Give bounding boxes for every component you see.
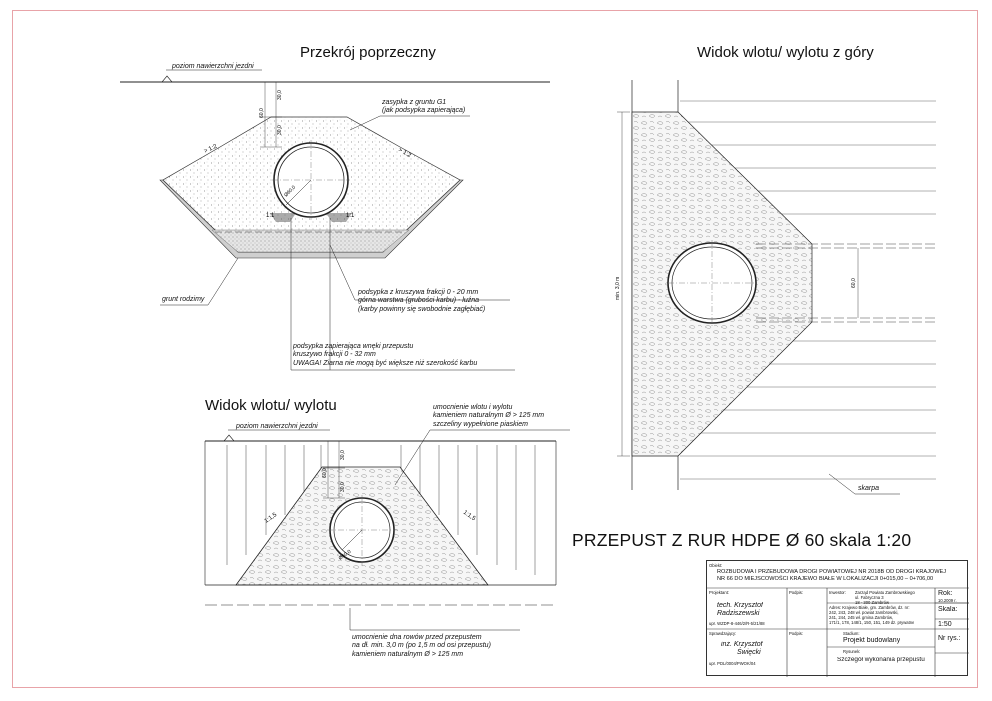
- investor-text-line: 18 - 300 Zambrów: [855, 600, 889, 605]
- backfill-note-line: (jak podsypka zapierająca): [382, 107, 466, 115]
- checker-name: [721, 641, 763, 657]
- title-block: [706, 560, 968, 676]
- slope-note: skarpa: [858, 485, 880, 492]
- checker-label: Sprawdzający:: [709, 631, 737, 636]
- scale-value: 1:50: [938, 621, 952, 628]
- drawing-label: Rysunek:: [843, 649, 861, 654]
- designer-name: [717, 602, 763, 618]
- front-slope-left-label: 1:1,5: [263, 512, 279, 525]
- checker-name-line: inż. Krzysztof: [721, 641, 763, 648]
- investor-text: [855, 590, 915, 605]
- bedding-note-line: górna warstwa (grubości karbu) - luźna: [358, 297, 479, 305]
- stage-label: Stadium:: [843, 631, 860, 636]
- checker-name-line: Święcki: [737, 649, 761, 656]
- object-label: Obiekt:: [709, 563, 723, 568]
- top-dim-pipe-label: 60,0: [851, 278, 857, 288]
- address-text-line: 171/1, 178, 148/1, 150, 151, 149 dz. prywatne: [829, 620, 915, 625]
- main-drawing-title: PRZEPUST Z RUR HDPE Ø 60 skala 1:20: [572, 530, 912, 550]
- investor-text-line: Zarząd Powiatu Zambrowskiego: [855, 590, 915, 595]
- object-text: [717, 569, 946, 583]
- support-note-line: podsypka zapierająca wnęki przepustu: [293, 343, 414, 350]
- object-text-line: NR 66 DO MIEJSCOWOŚCI KRAJEWO BIAŁE W LOKALIZACJI 0+015,00 – 0+706,00: [717, 576, 934, 582]
- bedding-note-line: podsypka z kruszywa frakcji 0 - 20 mm: [358, 289, 479, 296]
- slope-bottom-right-label: 1:1: [346, 213, 355, 219]
- top-dim-side-label: min. 3,0 m: [615, 276, 621, 300]
- ditch-note-line: na dł. min. 3,0 m (po 1,5 m od osi przepustu): [352, 642, 491, 650]
- support-note-line: kruszywo frakcji 0 - 32 mm: [293, 351, 376, 359]
- sheet-number-label: Nr rys.:: [938, 635, 961, 642]
- investor-label: Inwestor:: [829, 590, 846, 595]
- designer-name-line: Radziszewski: [717, 610, 760, 617]
- slope-left-label: > 1:2: [203, 143, 219, 155]
- designer-label: Projektant:: [709, 590, 730, 595]
- designer-signature-label: Podpis:: [789, 590, 803, 595]
- investor-text-line: ul. Fabryczna 3: [855, 595, 884, 600]
- address-text-line: 242, 243, 248 wł. powiat zambrowski,: [829, 610, 899, 615]
- stage-value: Projekt budowlany: [843, 637, 901, 644]
- native-soil-note: grunt rodzimy: [162, 296, 205, 303]
- front-view-title: Widok wlotu/ wylotu: [205, 397, 337, 414]
- scale-label: Skala:: [938, 606, 958, 613]
- address-text-line: Adres: Krajewo Białe, gm. Zambrów, dz. nr:: [829, 605, 910, 610]
- address-text: [829, 605, 914, 625]
- bedding-note-line: (karby powinny się swobodnie zagłębiać): [358, 305, 486, 313]
- front-slope-right-label: 1:1,5: [461, 509, 477, 523]
- stone-note-line: szczeliny wypełnione piaskiem: [433, 420, 528, 428]
- checker-license: upr. PDL/0004/PWOK/04: [709, 661, 756, 666]
- front-surface-level-label: poziom nawierzchni jezdni: [236, 423, 318, 430]
- front-dim-low-label: 30,0: [340, 482, 346, 492]
- year-label: Rok:: [938, 590, 953, 597]
- object-text-line: ROZBUDOWA I PRZEBUDOWA DROGI POWIATOWEJ NR 2018B OD DROGI KRAJOWEJ: [717, 569, 947, 575]
- front-dim-mid-label: 60,0: [322, 468, 328, 478]
- stone-note-line: umocnienie wlotu i wylotu: [433, 404, 513, 411]
- ditch-note-line: kamieniem naturalnym Ø > 125 mm: [352, 650, 464, 658]
- ditch-note-line: umocnienie dna rowów przed przepustem: [352, 634, 482, 641]
- designer-name-line: tech. Krzysztof: [717, 602, 763, 609]
- support-note-line: UWAGA! Ziarna nie mogą być większe niż szerokość karbu: [293, 359, 478, 367]
- front-dim-top-label: 30,0: [340, 450, 346, 460]
- dim-low-label: 30,0: [277, 125, 283, 135]
- checker-signature-label: Podpis:: [789, 631, 803, 636]
- cross-section-title: Przekrój poprzeczny: [300, 44, 436, 61]
- stone-note-line: kamieniem naturalnym Ø > 125 mm: [433, 412, 545, 420]
- slope-bottom-left-label: 1:1: [266, 213, 275, 219]
- address-text-line: 241, 244, 245 wł. gmina Zambrów,: [829, 615, 894, 620]
- pipe-diameter-label: Ø60,0: [283, 184, 298, 199]
- slope-right-label: > 1:2: [397, 147, 412, 160]
- surface-level-label: poziom nawierzchni jezdni: [172, 63, 254, 70]
- dim-top-label: 30,0: [277, 90, 283, 100]
- year-value: 10.2009 r.: [938, 598, 957, 603]
- backfill-note-line: zasypka z gruntu G1: [382, 99, 447, 106]
- designer-license: upr. WZDP-8-446/2/R-5/21/88: [709, 621, 765, 626]
- dim-mid-label: 60,0: [259, 108, 265, 118]
- top-view-title: Widok wlotu/ wylotu z góry: [697, 44, 874, 61]
- front-pipe-diameter-label: Ø60,0: [337, 548, 353, 562]
- drawing-value: Szczegół wykonania przepustu: [837, 657, 925, 663]
